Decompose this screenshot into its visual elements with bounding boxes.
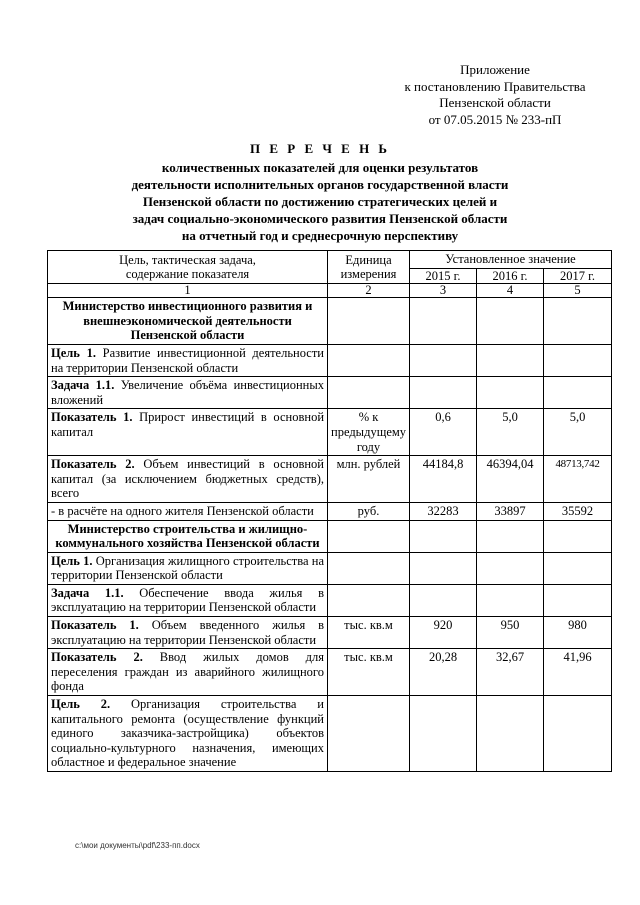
value-2016: 46394,04	[477, 456, 544, 503]
value-2015: 32283	[410, 502, 477, 520]
table-row	[48, 377, 612, 409]
value-2017: 48713,742	[544, 456, 612, 503]
row-label: Задача 1.1.	[51, 378, 115, 393]
row-label: Цель 2.	[51, 697, 111, 712]
appendix-line: Пензенской области	[439, 95, 551, 110]
table-row	[48, 409, 612, 456]
row-unit: млн. рублей	[328, 456, 410, 503]
header-goal: Цель, тактическая задача, содержание показателя	[48, 251, 328, 284]
header-unit: Единица измерения	[328, 251, 410, 284]
table-row	[48, 520, 612, 552]
value-2017: 41,96	[544, 649, 612, 696]
row-description: Задача 1.1. Обеспечение ввода жилья в эксплуатацию на территории Пензенской области	[48, 584, 328, 616]
column-number: 5	[544, 284, 612, 298]
section-title: Министерство строительства и жилищно-коммунального хозяйства Пензенской области	[48, 520, 328, 552]
row-description: Цель 2. Организация строительства и капитального ремонта (осуществление функций единого заказчика-застройщика) объектов социально-культурного назначения, имеющих областное и федеральное значение	[48, 696, 328, 772]
row-description: Цель 1. Развитие инвестиционной деятельности на территории Пензенской области	[48, 344, 328, 376]
row-label: Показатель 2.	[51, 457, 135, 472]
row-unit: % к предыдущему году	[328, 409, 410, 456]
title-line: деятельности исполнительных органов государственной власти	[131, 177, 509, 192]
row-description: Показатель 1. Прирост инвестиций в основной капитал	[48, 409, 328, 456]
header-year: 2015 г.	[410, 268, 477, 284]
file-path-footer: c:\мои документы\pdf\233-пп.docx	[75, 841, 200, 850]
row-label: Показатель 2.	[51, 650, 143, 665]
appendix-block	[380, 62, 610, 128]
header-year: 2016 г.	[477, 268, 544, 284]
row-description: Показатель 2. Ввод жилых домов для переселения граждан из аварийного жилищного фонда	[48, 649, 328, 696]
row-description: Задача 1.1. Увеличение объёма инвестиционных вложений	[48, 377, 328, 409]
value-2015: 44184,8	[410, 456, 477, 503]
title-line: Пензенской области по достижению стратегических целей и	[142, 194, 498, 209]
table-header-row	[48, 251, 612, 269]
header-year: 2017 г.	[544, 268, 612, 284]
appendix-line: к постановлению Правительства	[404, 78, 586, 94]
document-title	[40, 140, 600, 244]
row-label: Цель 1.	[51, 345, 96, 360]
value-2016: 33897	[477, 502, 544, 520]
table-row	[48, 584, 612, 616]
table-row	[48, 502, 612, 520]
row-description: Показатель 1. Объем введенного жилья в эксплуатацию на территории Пензенской области	[48, 617, 328, 649]
column-number: 4	[477, 284, 544, 298]
title-line: задач социально-экономического развития Пензенской области	[132, 211, 508, 226]
indicators-table	[47, 250, 612, 772]
appendix-line: от 07.05.2015 № 233-пП	[428, 111, 562, 127]
table-row	[48, 617, 612, 649]
table-row	[48, 344, 612, 376]
table-row	[48, 552, 612, 584]
value-2017: 35592	[544, 502, 612, 520]
value-2016: 32,67	[477, 649, 544, 696]
row-description: - в расчёте на одного жителя Пензенской области	[48, 502, 328, 520]
table-row	[48, 456, 612, 503]
value-2015: 20,28	[410, 649, 477, 696]
row-description: Показатель 2. Объем инвестиций в основной капитал (за исключением бюджетных средств), всего	[48, 456, 328, 503]
row-description: Цель 1. Организация жилищного строительства на территории Пензенской области	[48, 552, 328, 584]
header-values: Установленное значение	[410, 251, 612, 269]
column-number: 1	[48, 284, 328, 298]
row-unit: тыс. кв.м	[328, 617, 410, 649]
table-row	[48, 298, 612, 345]
row-label: Показатель 1.	[51, 618, 139, 633]
row-unit: тыс. кв.м	[328, 649, 410, 696]
value-2016: 950	[477, 617, 544, 649]
value-2017: 5,0	[544, 409, 612, 456]
value-2017: 980	[544, 617, 612, 649]
table-row	[48, 649, 612, 696]
column-number: 3	[410, 284, 477, 298]
row-label: Показатель 1.	[51, 410, 133, 425]
section-title: Министерство инвестиционного развития и внешнеэкономической деятельности Пензенской области	[48, 298, 328, 345]
column-number: 2	[328, 284, 410, 298]
title-line: количественных показателей для оценки результатов	[161, 160, 479, 175]
value-2015: 920	[410, 617, 477, 649]
value-2016: 5,0	[477, 409, 544, 456]
row-label: Задача 1.1.	[51, 585, 124, 600]
value-2015: 0,6	[410, 409, 477, 456]
table-row	[48, 696, 612, 772]
title-heading: П Е Р Е Ч Е Н Ь	[249, 141, 391, 156]
row-unit: руб.	[328, 502, 410, 520]
row-label: Цель 1.	[51, 553, 93, 568]
table-column-numbers	[48, 284, 612, 298]
appendix-line: Приложение	[460, 62, 530, 77]
title-line: на отчетный год и среднесрочную перспективу	[181, 228, 459, 243]
